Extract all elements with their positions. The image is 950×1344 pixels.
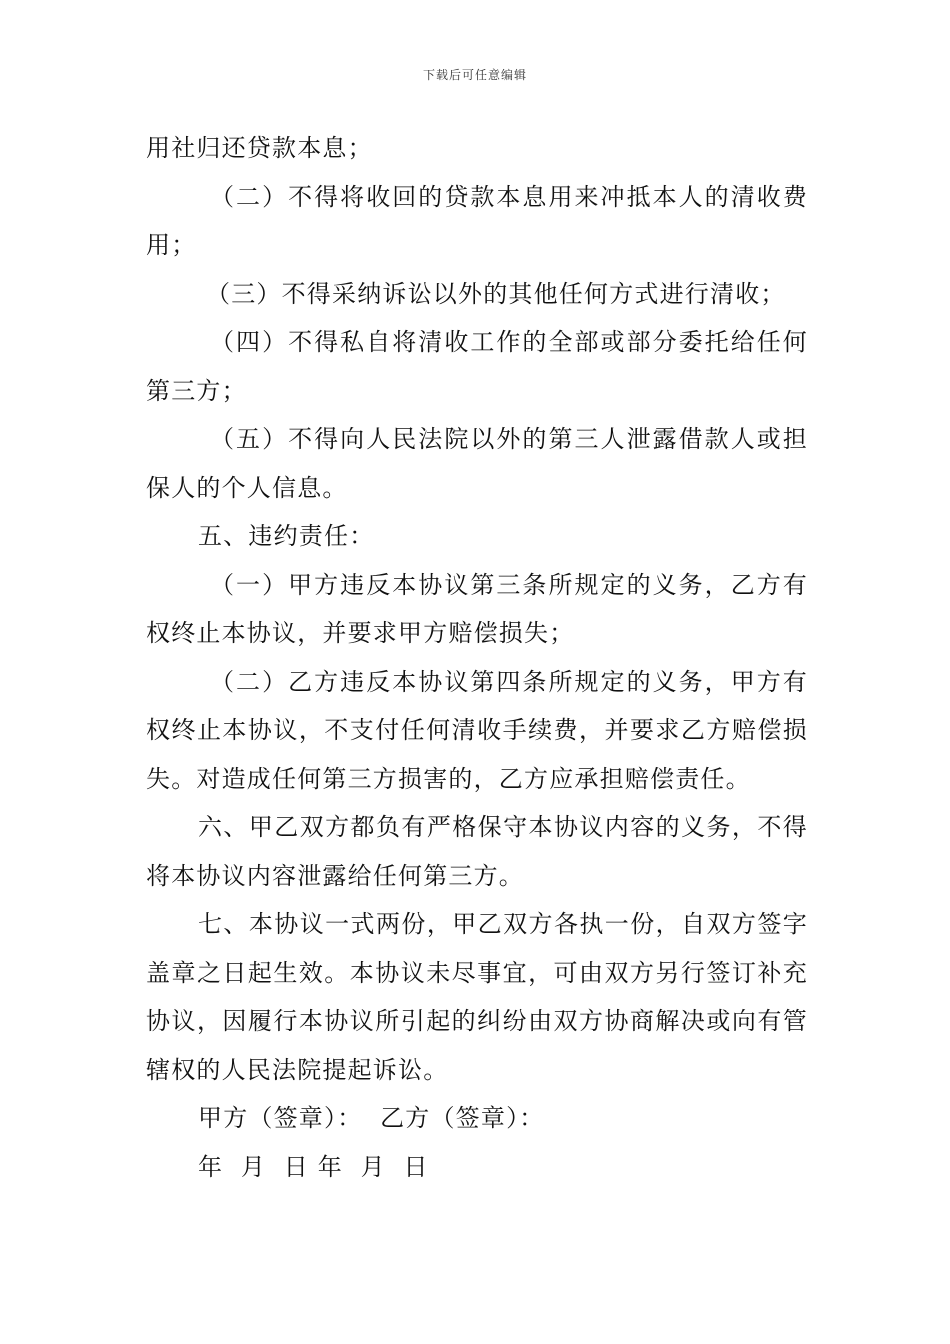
paragraph-clause-4-4: （四）不得私自将清收工作的全部或部分委托给任何第三方； bbox=[146, 328, 808, 405]
paragraph-clause-5-2: （二）乙方违反本协议第四条所规定的义务，甲方有权终止本协议，不支付任何清收手续费，并要求乙方赔偿损失。对造成任何第三方损害的，乙方应承担赔偿责任。 bbox=[146, 667, 808, 793]
party-b-signature-label: 乙方（签章）： bbox=[380, 1104, 545, 1132]
section-heading-breach: 五、违约责任： bbox=[198, 522, 375, 550]
paragraph-section-6: 六、甲乙双方都负有严格保守本协议内容的义务，不得将本协议内容泄露给任何第三方。 bbox=[146, 813, 808, 890]
signature-line bbox=[146, 1094, 808, 1143]
paragraph-clause-4-5: （五）不得向人民法院以外的第三人泄露借款人或担保人的个人信息。 bbox=[146, 425, 808, 502]
party-a-signature-label: 甲方（签章）： bbox=[198, 1104, 363, 1132]
paragraph-section-7: 七、本协议一式两份，甲乙双方各执一份，自双方签字盖章之日起生效。本协议未尽事宜，可由双方另行签订补充协议，因履行本协议所引起的纠纷由双方协商解决或向有管辖权的人民法院提起诉讼。 bbox=[146, 910, 808, 1084]
paragraph-clause-5-1: （一）甲方违反本协议第三条所规定的义务，乙方有权终止本协议，并要求甲方赔偿损失； bbox=[146, 570, 808, 647]
paragraph-continuation: 用社归还贷款本息； bbox=[146, 134, 373, 162]
party-a-date: 年 月 日 bbox=[198, 1152, 309, 1181]
paragraph-clause-4-3: （三）不得采纳诉讼以外的其他任何方式进行清收； bbox=[206, 279, 786, 308]
header-note: 下载后可任意编辑 bbox=[422, 68, 527, 82]
date-line bbox=[146, 1143, 808, 1192]
paragraph-clause-4-2: （二）不得将收回的贷款本息用来冲抵本人的清收费用； bbox=[146, 182, 808, 259]
document-body bbox=[146, 124, 808, 1191]
party-b-date: 年 月 日 bbox=[317, 1152, 429, 1181]
